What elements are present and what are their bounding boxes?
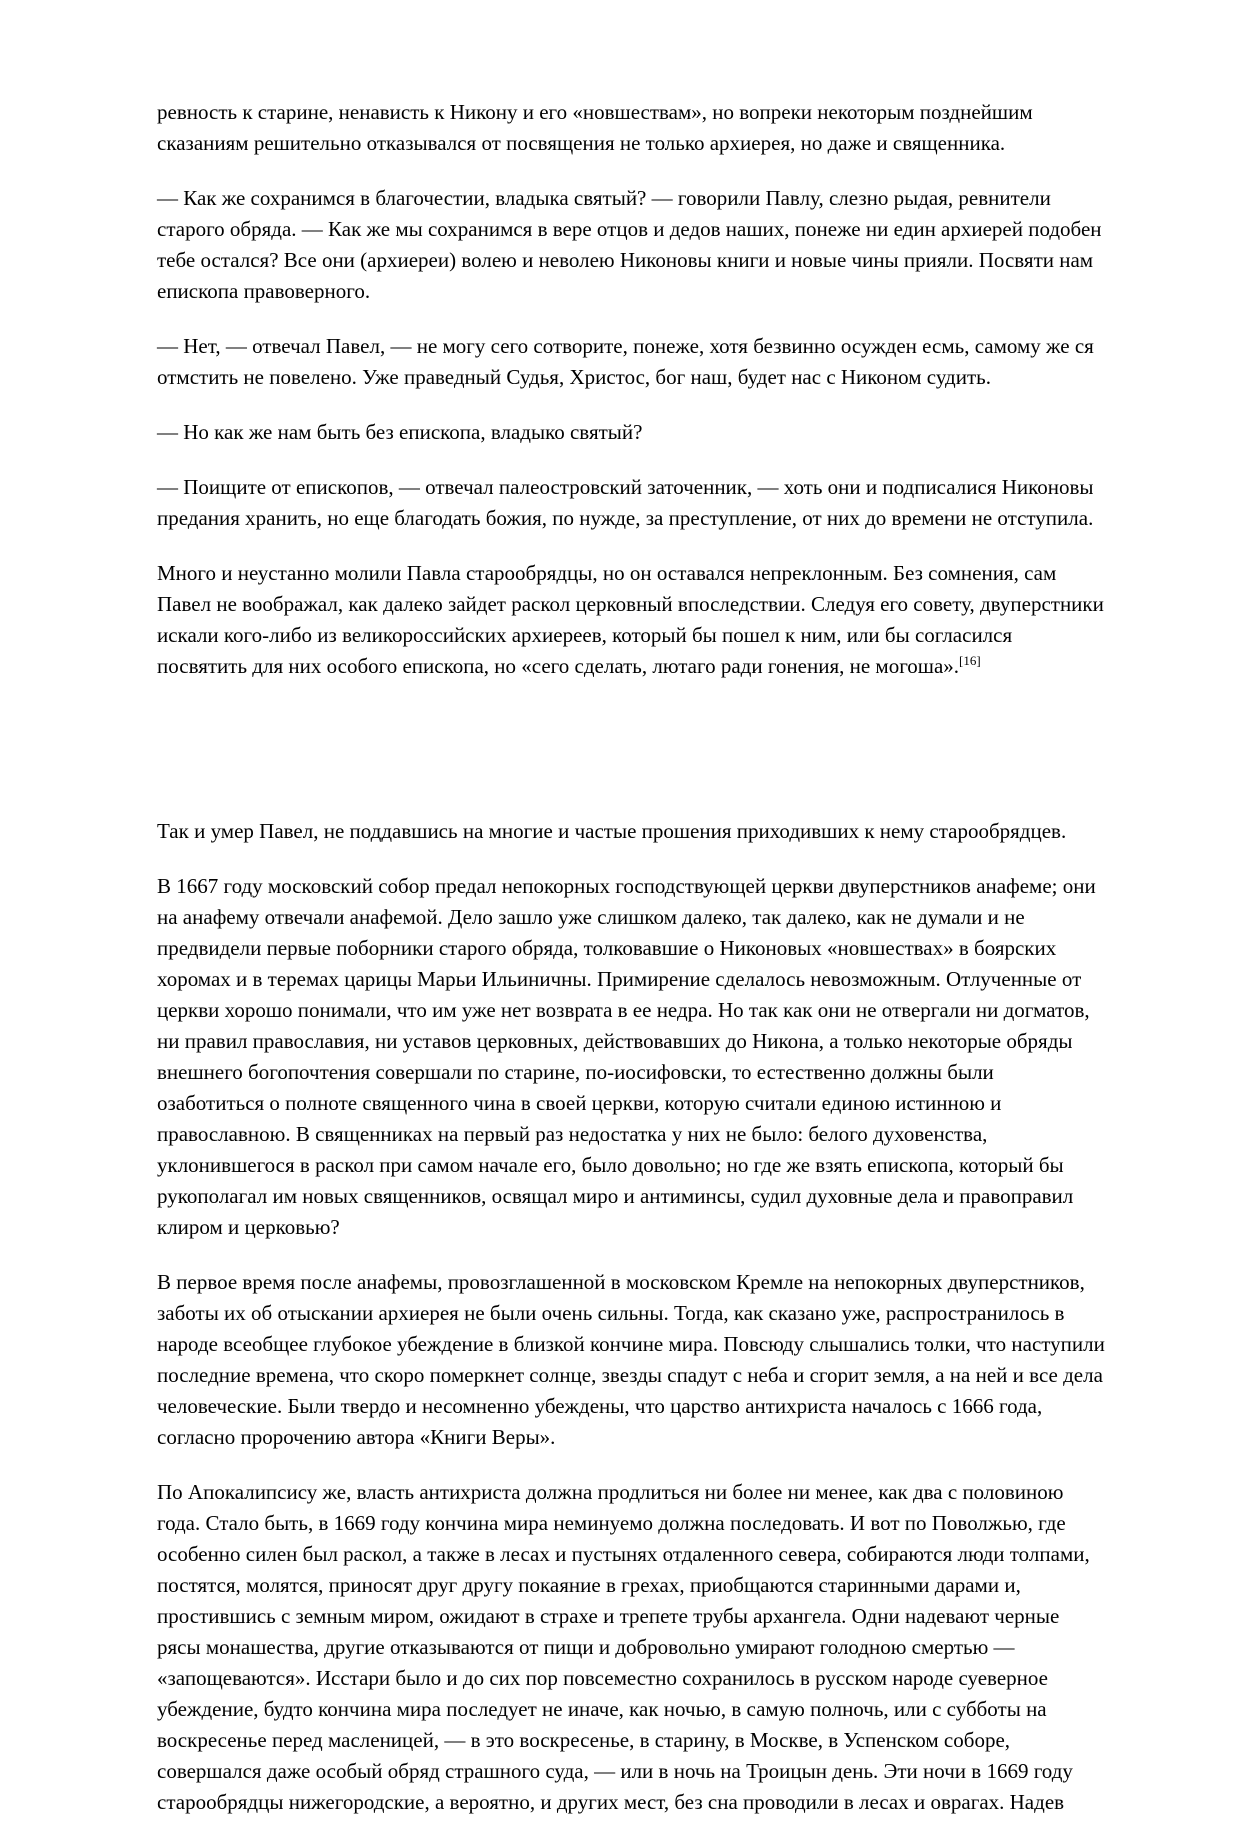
paragraph-v-1667-godu: В 1667 году московский собор предал непокорных господствующей церкви двуперстников анафеме; они на анафему отвечали анафемой. Дело зашло уже слишком далеко, так далеко, как не думали и не предвидели первые поборники старого обряда, толковавшие о Никоновых «новшествах» в боярских хоромах и в теремах царицы Марьи Ильиничны. Примирение сделалось невозможным. Отлученные от церкви хорошо понимали, что им уже нет возврата в ее недра. Но так как они не отвергали ни догматов, ни правил православия, ни уставов церковных, действовавших до Никона, а только некоторые обряды внешнего богопочтения совершали по старине, по-иосифовски, то естественно должны были озаботиться о полноте священного чина в своей церкви, которую считали единою истинною и православною. В священниках на первый раз недостатка у них не было: белого духовенства, уклонившегося в раскол при самом начале его, было довольно; но где же взять епископа, который бы рукополагал им новых священников, освящал миро и антиминсы, судил духовные дела и правоправил клиром и церковью? <box>157 874 1096 1239</box>
paragraph-v-pervoe-vremya: В первое время после анафемы, провозглашенной в московском Кремле на непокорных двуперстников, заботы их об отыскании архиерея не были очень сильны. Тогда, как сказано уже, распространилось в народе всеобщее глубокое убеждение в близкой кончине мира. Повсюду слышались толки, что наступили последние времена, что скоро померкнет солнце, звезды спадут с неба и сгорит земля, а на ней и все дела человеческие. Были твердо и несомненно убеждены, что царство антихриста началось с 1666 года, согласно пророчению автора «Книги Веры». <box>157 1270 1105 1449</box>
paragraph-text: Много и неустанно молили Павла старообрядцы, но он оставался непреклонным. Без сомнения, сам Павел не воображал, как далеко зайдет раскол церковный впоследствии. Следуя его совету, двуперстники искали кого-либо из великороссийских архиереев, который бы пошел к ним, или бы согласился посвятить для них особого епископа, но «сего сделать, лютаго ради гонения, не могоша». <box>157 561 1104 678</box>
paragraph-mnogo-i-neustanno <box>157 558 1105 682</box>
paragraph-revnost: ревность к старине, ненависть к Никону и его «новшествам», но вопреки некоторым позднейшим сказаниям решительно отказывался от посвящения не только архиерея, но даже и священника. <box>157 100 1033 155</box>
footnote-ref-16[interactable]: [16] <box>959 653 981 668</box>
text-content <box>157 97 1105 1842</box>
paragraph-po-apokalipsisu: По Апокалипсису же, власть антихриста должна продлиться ни более ни менее, как два с половиною года. Стало быть, в 1669 году кончина мира неминуемо должна последовать. И вот по Поволжью, где особенно силен был раскол, а также в лесах и пустынях отдаленного севера, собираются люди толпами, постятся, молятся, приносят друг другу покаяние в грехах, приобщаются старинными дарами и, простившись с земным миром, ожидают в страхе и трепете трубы архангела. Одни надевают черные рясы монашества, другие отказываются от пищи и добровольно умирают голодною смертью — «запощеваются». Исстари было и до сих пор повсеместно сохранилось в русском народе суеверное убеждение, будто кончина мира последует не иначе, как ночью, в самую полночь, или с субботы на воскресенье перед масленицей, — в это воскресенье, в старину, в Москве, в Успенском соборе, совершался даже особый обряд страшного суда, — или в ночь на Троицын день. Эти ночи в 1669 году старообрядцы нижегородские, а вероятно, и других мест, без сна проводили в лесах и оврагах. Надев <box>157 1480 1090 1814</box>
paragraph-dialog-net-otvechal-pavel: — Нет, — отвечал Павел, — не могу сего сотворите, понеже, хотя безвинно осужден есмь, самому же ся отмстить не повелено. Уже праведный Судья, Христос, бог наш, будет нас с Никоном судить. <box>157 334 1094 389</box>
paragraph-dialog-no-kak-zhe: — Но как же нам быть без епископа, владыко святый? <box>157 420 643 444</box>
paragraph-tak-i-umer-pavel: Так и умер Павел, не поддавшись на многие и частые прошения приходивших к нему старообрядцев. <box>157 819 1067 843</box>
paragraph-dialog-kak-zhe-sohranimsya: — Как же сохранимся в благочестии, владыка святый? — говорили Павлу, слезно рыдая, ревнители старого обряда. — Как же мы сохранимся в вере отцов и дедов наших, понеже ни един архиерей подобен тебе остался? Все они (архиереи) волею и неволею Никоновы книги и новые чины прияли. Посвяти нам епископа правоверного. <box>157 186 1102 303</box>
paragraph-dialog-poishchite: — Поищите от епископов, — отвечал палеостровский заточенник, — хоть они и подписалися Никоновы предания хранить, но еще благодать божия, по нужде, за преступление, от них до времени не отступила. <box>157 475 1094 530</box>
